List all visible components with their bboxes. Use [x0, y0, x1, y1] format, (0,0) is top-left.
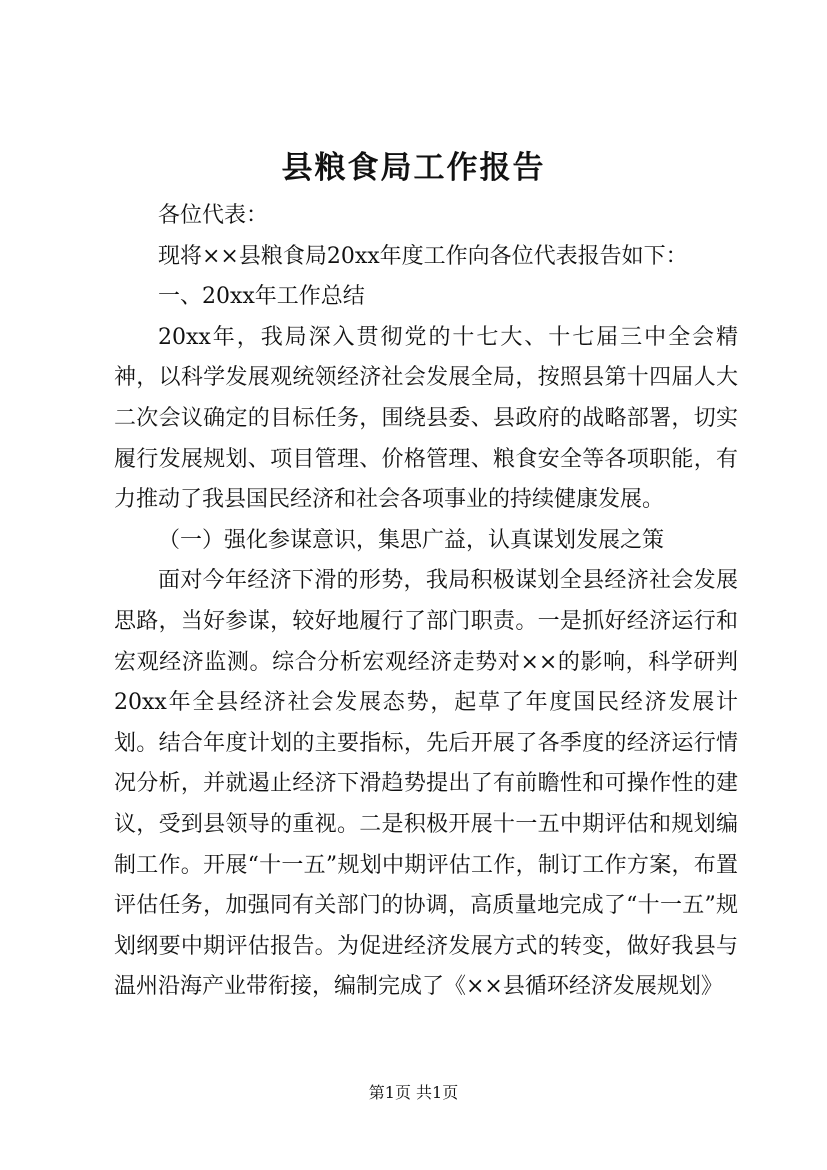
- document-body: [114, 196, 738, 1008]
- section-heading: 一、20xx年工作总结: [158, 284, 365, 310]
- paragraph-salutation: 各位代表：: [158, 203, 269, 228]
- paragraph-detail: 面对今年经济下滑的形势，我局积极谋划全县经济社会发展思路，当好参谋，较好地履行了部门职责。一是抓好经济运行和宏观经济监测。综合分析宏观经济走势对××的影响，科学研判20xx年全县经济社会发展态势，起草了年度国民经济发展计划。结合年度计划的主要指标，先后开展了各季度的经济运行情况分析，并就遏止经济下滑趋势提出了有前瞻性和可操作性的建议，受到县领导的重视。二是积极开展十一五中期评估和规划编制工作。开展“十一五”规划中期评估工作，制订工作方案，布置评估任务，加强同有关部门的协调，高质量地完成了“十一五”规划纲要中期评估报告。为促进经济发展方式的转变，做好我县与温州沿海产业带衔接，编制完成了《××县循环经济发展规划》: [114, 568, 738, 1000]
- document-title: 县粮食局工作报告: [281, 150, 546, 186]
- subsection-heading: （一）强化参谋意识，集思广益，认真谋划发展之策: [158, 527, 665, 553]
- page-footer: 第1页 共1页: [368, 1083, 459, 1102]
- paragraph-summary: 20xx年，我局深入贯彻党的十七大、十七届三中全会精神，以科学发展观统领经济社会发展全局，按照县第十四届人大二次会议确定的目标任务，围绕县委、县政府的战略部署，切实履行发展规划、项目管理、价格管理、粮食安全等各项职能，有力推动了我县国民经济和社会各项事业的持续健康发展。: [114, 324, 738, 513]
- paragraph-intro: 现将××县粮食局20xx年度工作向各位代表报告如下：: [158, 243, 688, 269]
